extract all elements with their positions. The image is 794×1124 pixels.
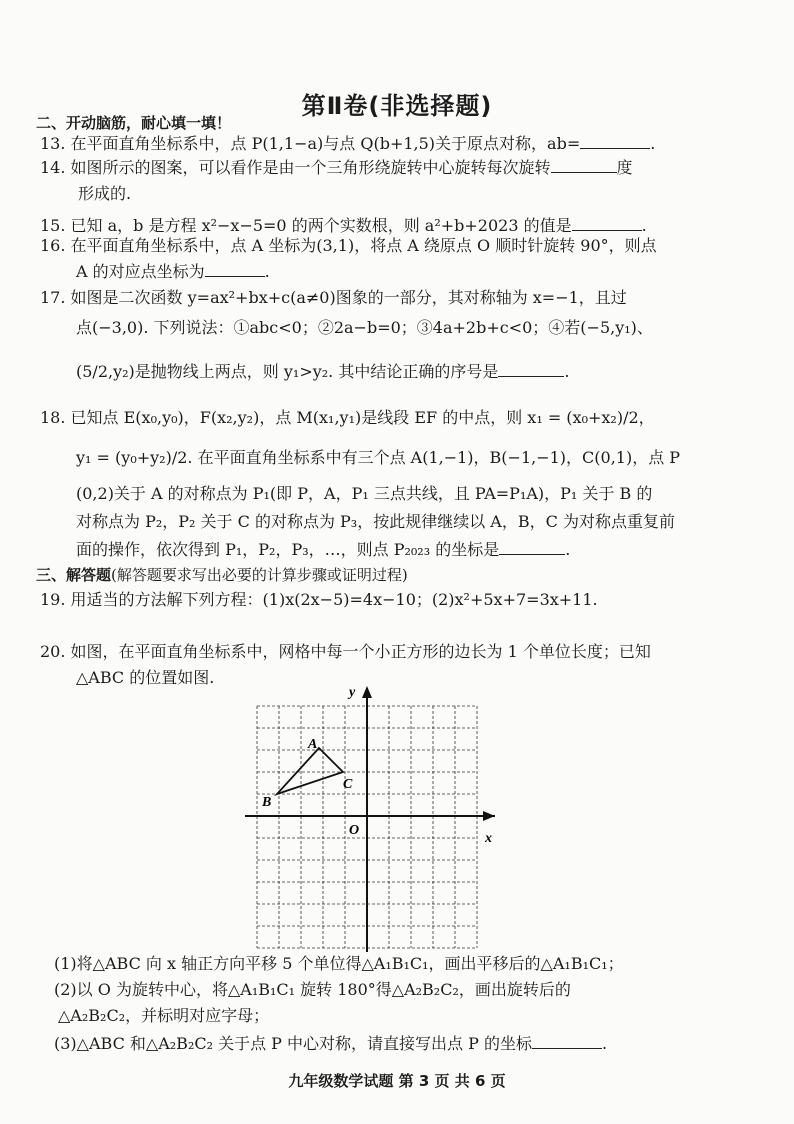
grid-svg bbox=[245, 682, 505, 952]
page-footer: 九年级数学试题 第 3 页 共 6 页 bbox=[288, 1072, 506, 1090]
question-14 bbox=[40, 154, 700, 182]
question-18-text: 面的操作，依次得到 P₁，P₂，P₃，…，则点 P₂₀₂₃ 的坐标是 bbox=[76, 540, 500, 559]
answer-blank-20-3[interactable] bbox=[532, 1030, 602, 1049]
question-14-unit: 度 bbox=[616, 158, 633, 177]
question-17-text: (5/2,y₂)是抛物线上两点，则 y₁>y₂. 其中结论正确的序号是 bbox=[76, 362, 499, 381]
question-17-line3 bbox=[76, 358, 736, 386]
question-15-text: 15. 已知 a，b 是方程 x²−x−5=0 的两个实数根，则 a²+b+2023 的值是 bbox=[40, 216, 572, 235]
question-18-line1: 18. 已知点 E(x₀,y₀)，F(x₂,y₂)，点 M(x₁,y₁)是线段 EF 的中点，则 x₁ = (x₀+x₂)/2， bbox=[40, 408, 655, 427]
point-c-label: C bbox=[343, 777, 353, 792]
question-17-line2: 点(−3,0). 下列说法：①abc<0；②2a−b=0；③4a+2b+c<0；④若(−5,y₁)、 bbox=[76, 318, 653, 337]
y-axis-arrow bbox=[362, 686, 372, 698]
triangle-abc bbox=[277, 748, 343, 794]
question-20-part-2-line1: (2)以 O 为旋转中心，将△A₁B₁C₁ 旋转 180°得△A₂B₂C₂，画出旋转后的 bbox=[54, 980, 571, 999]
section-3-title: 三、解答题 bbox=[36, 566, 112, 584]
question-15-end: . bbox=[641, 216, 647, 235]
origin-label: O bbox=[349, 823, 360, 838]
question-20-part-3-end: . bbox=[601, 1034, 608, 1053]
y-axis-label: y bbox=[349, 685, 356, 700]
point-b-label: B bbox=[262, 795, 272, 810]
section-3-note: (解答题要求写出必要的计算步骤或证明过程) bbox=[111, 566, 408, 584]
point-a-label: A bbox=[308, 737, 318, 752]
question-17-end: . bbox=[564, 362, 570, 381]
question-14-line2: 形成的. bbox=[78, 184, 132, 203]
x-axis-label: x bbox=[485, 831, 492, 846]
answer-blank-16[interactable] bbox=[205, 258, 265, 277]
x-axis-arrow bbox=[483, 811, 495, 821]
question-18-line2: y₁ = (y₀+y₂)/2. 在平面直角坐标系中有三个点 A(1,−1)，B(−1,−1)，C(0,1)，点 P bbox=[76, 448, 681, 467]
answer-blank-18[interactable] bbox=[499, 536, 565, 555]
coordinate-grid-figure bbox=[245, 682, 505, 952]
answer-blank-14[interactable] bbox=[551, 154, 617, 173]
question-14-text: 14. 如图所示的图案，可以看作是由一个三角形绕旋转中心旋转每次旋转 bbox=[40, 158, 551, 177]
question-16-line2 bbox=[76, 258, 736, 286]
question-20-line1: 20. 如图，在平面直角坐标系中，网格中每一个小正方形的边长为 1 个单位长度；已知 bbox=[40, 642, 651, 661]
question-20-part-1: (1)将△ABC 向 x 轴正方向平移 5 个单位得△A₁B₁C₁，画出平移后的△A₁B₁C₁； bbox=[54, 954, 624, 973]
question-17-line1: 17. 如图是二次函数 y=ax²+bx+c(a≠0)图象的一部分，其对称轴为 x=−1，且过 bbox=[40, 288, 627, 307]
question-20-line2: △ABC 的位置如图. bbox=[76, 668, 215, 687]
question-18-line4: 对称点为 P₂，P₂ 关于 C 的对称点为 P₃，按此规律继续以 A，B，C 为对称点重复前 bbox=[76, 512, 675, 531]
question-20-part-3-text: (3)△ABC 和△A₂B₂C₂ 关于点 P 中心对称，请直接写出点 P 的坐标 bbox=[54, 1034, 532, 1053]
page-title: 第Ⅱ卷(非选择题) bbox=[301, 92, 493, 120]
question-13-end: . bbox=[650, 134, 656, 153]
question-13-text: 13. 在平面直角坐标系中，点 P(1,1−a)与点 Q(b+1,5)关于原点对称，ab= bbox=[40, 134, 581, 153]
question-20-part-3 bbox=[54, 1030, 704, 1058]
question-16-end: . bbox=[264, 262, 270, 281]
question-16-text: A 的对应点坐标为 bbox=[76, 262, 205, 281]
answer-blank-15[interactable] bbox=[572, 212, 642, 231]
question-20-part-2-line2: △A₂B₂C₂，并标明对应字母； bbox=[58, 1006, 270, 1025]
question-18-end: . bbox=[565, 540, 571, 559]
section-2-heading: 二、开动脑筋，耐心填一填！ bbox=[36, 114, 232, 132]
section-3-heading bbox=[36, 564, 408, 585]
answer-blank-17[interactable] bbox=[498, 358, 564, 377]
question-19: 19. 用适当的方法解下列方程：(1)x(2x−5)=4x−10；(2)x²+5x+7=3x+11. bbox=[40, 590, 598, 609]
answer-blank-13[interactable] bbox=[580, 130, 650, 149]
question-18-line3: (0,2)关于 A 的对称点为 P₁(即 P，A，P₁ 三点共线，且 PA=P₁A)，P₁ 关于 B 的 bbox=[76, 484, 653, 503]
question-18-line5 bbox=[76, 536, 736, 564]
question-16-line1: 16. 在平面直角坐标系中，点 A 坐标为(3,1)，将点 A 绕原点 O 顺时针旋转 90°，则点 bbox=[40, 236, 657, 255]
